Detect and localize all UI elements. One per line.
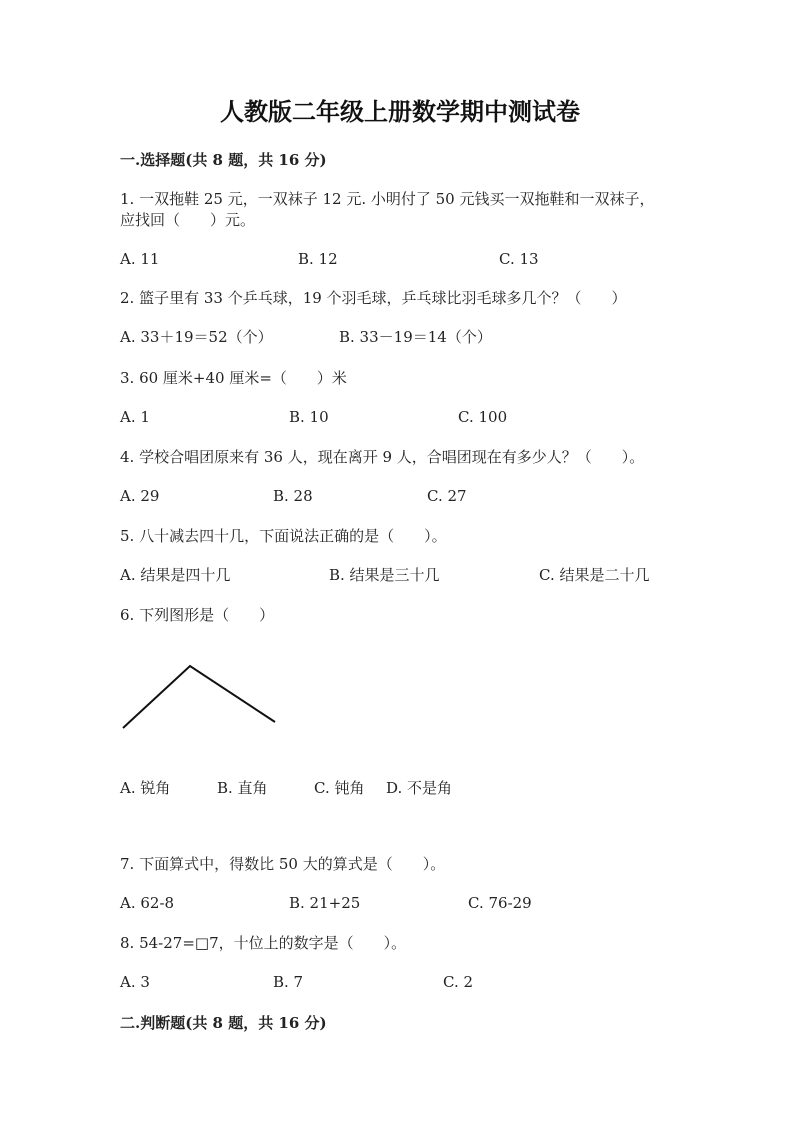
question-4-option-c: C. 27 (427, 487, 467, 505)
question-3-option-c: C. 100 (458, 408, 508, 426)
question-1-line-1: 1. 一双拖鞋 25 元，一双袜子 12 元. 小明付了 50 元钱买一双拖鞋和一双袜子， (120, 190, 655, 208)
question-3-text: 3. 60 厘米+40 厘米=（ ）米 (120, 369, 347, 387)
question-8-option-b: B. 7 (273, 973, 304, 991)
question-5-option-c: C. 结果是二十几 (539, 566, 650, 584)
question-2-text: 2. 篮子里有 33 个乒乓球，19 个羽毛球，乒乓球比羽毛球多几个？（ ） (120, 289, 627, 307)
question-7-option-b: B. 21+25 (289, 894, 361, 912)
page-title: 人教版二年级上册数学期中测试卷 (220, 97, 580, 126)
question-5-option-b: B. 结果是三十几 (329, 566, 440, 584)
question-3-option-a: A. 1 (120, 408, 150, 426)
question-6-option-d: D. 不是角 (386, 779, 453, 797)
section-heading-choice: 一.选择题(共 8 题，共 16 分) (120, 151, 327, 169)
angle-figure (120, 660, 280, 732)
question-6-option-c: C. 钝角 (314, 779, 365, 797)
question-4-option-b: B. 28 (273, 487, 313, 505)
question-1-option-b: B. 12 (298, 250, 338, 268)
question-6-option-b: B. 直角 (217, 779, 268, 797)
question-2-option-b: B. 33－19＝14（个） (339, 328, 492, 346)
question-1-line-2: 应找回（ ）元。 (120, 211, 256, 229)
question-4-option-a: A. 29 (120, 487, 160, 505)
question-7-text: 7. 下面算式中，得数比 50 大的算式是（ ）。 (120, 855, 446, 873)
question-7-option-c: C. 76-29 (468, 894, 532, 912)
question-7-option-a: A. 62-8 (120, 894, 175, 912)
question-8-option-a: A. 3 (120, 973, 150, 991)
question-1-option-a: A. 11 (120, 250, 160, 268)
question-6-option-a: A. 锐角 (120, 779, 171, 797)
question-1-option-c: C. 13 (499, 250, 539, 268)
question-4-text: 4. 学校合唱团原来有 36 人，现在离开 9 人，合唱团现在有多少人？（ ）。 (120, 448, 645, 466)
question-5-text: 5. 八十减去四十几，下面说法正确的是（ ）。 (120, 527, 447, 545)
question-3-option-b: B. 10 (289, 408, 329, 426)
question-8-text: 8. 54-27=□7，十位上的数字是（ ）。 (120, 934, 407, 952)
question-6-text: 6. 下列图形是（ ） (120, 606, 275, 624)
question-8-option-c: C. 2 (443, 973, 474, 991)
question-2-option-a: A. 33＋19＝52（个） (120, 328, 273, 346)
section-heading-judgment: 二.判断题(共 8 题，共 16 分) (120, 1014, 327, 1032)
question-5-option-a: A. 结果是四十几 (120, 566, 231, 584)
